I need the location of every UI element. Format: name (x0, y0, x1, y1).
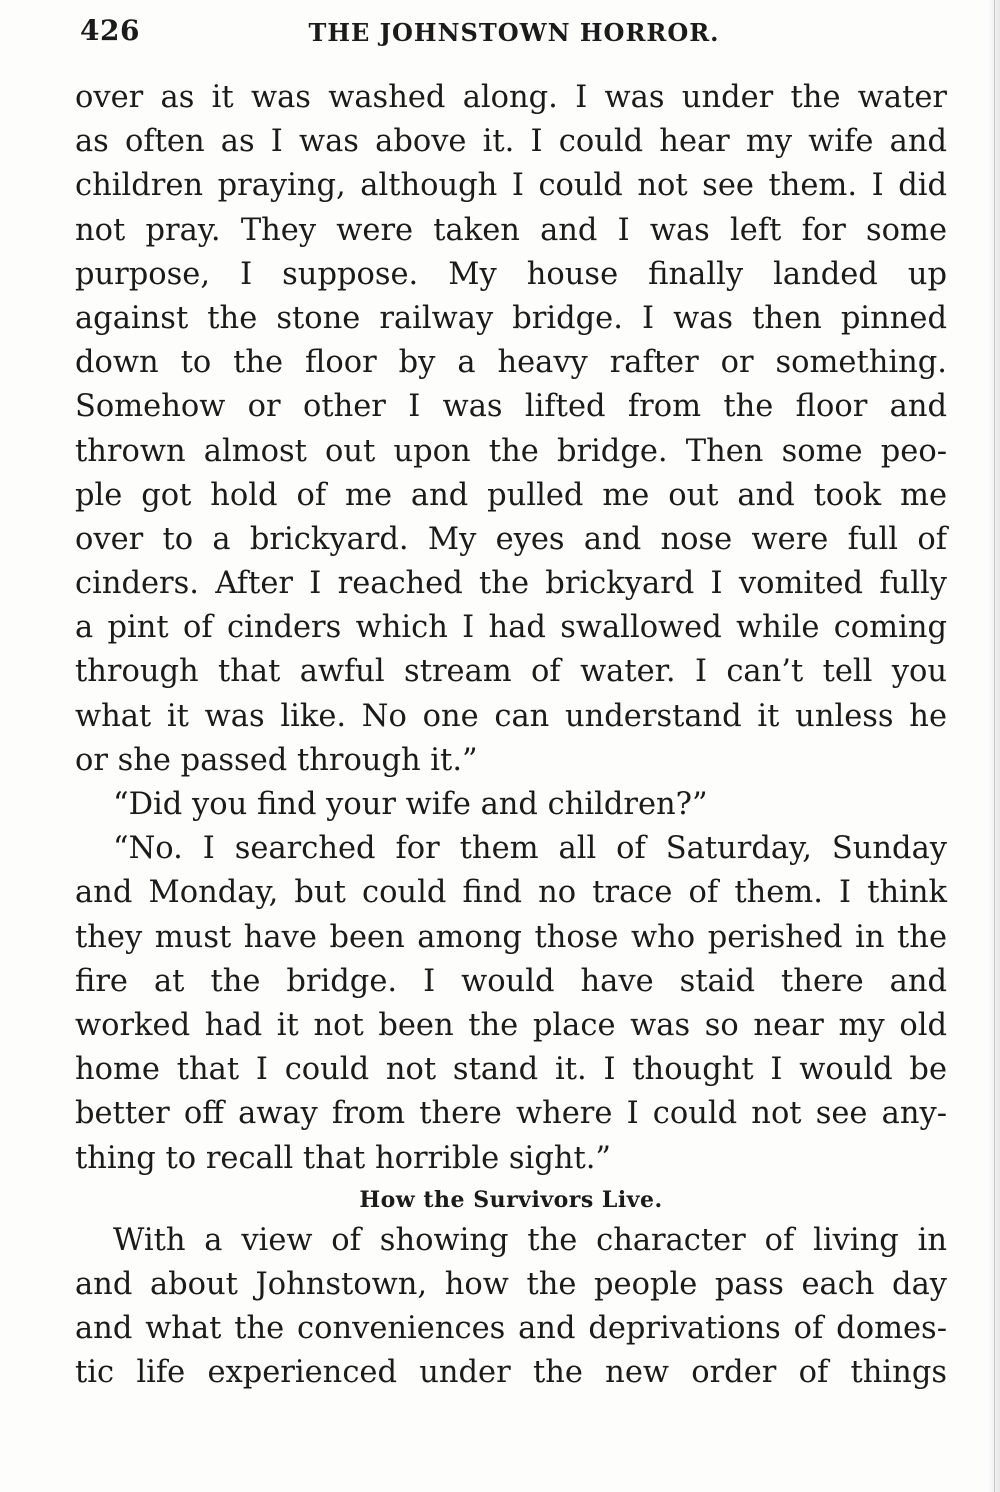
text-line: fire at the bridge. I would have staid there and (75, 963, 947, 999)
page-number: 426 (80, 14, 140, 47)
text-line: With a view of showing the character of living in (113, 1222, 947, 1258)
text-line: what it was like. No one can understand it unless he (75, 698, 947, 734)
text-line: worked had it not been the place was so near my old (75, 1007, 947, 1043)
text-line: not pray. They were taken and I was left for some (75, 212, 947, 248)
text-line: as often as I was above it. I could hear my wife and (75, 124, 947, 160)
text-line: ple got hold of me and pulled me out and took me (75, 477, 947, 513)
text-line: “No. I searched for them all of Saturday, Sunday (113, 831, 947, 867)
text-line: or she passed through it.” (75, 742, 478, 778)
running-title: THE JOHNSTOWN HORROR. (308, 18, 720, 47)
page-body (75, 76, 947, 1395)
text-line: through that awful stream of water. I can’t tell you (75, 654, 947, 690)
section-heading: How the Survivors Live. (359, 1186, 663, 1213)
text-line: thrown almost out upon the bridge. Then some peo- (75, 433, 947, 469)
text-line: home that I could not stand it. I thought I would be (75, 1052, 947, 1088)
text-line: children praying, although I could not see them. I did (75, 168, 947, 204)
text-line: a pint of cinders which I had swallowed while coming (75, 610, 947, 646)
text-line: and what the conveniences and deprivations of domes- (75, 1311, 947, 1347)
text-line: purpose, I suppose. My house finally landed up (75, 256, 947, 292)
page-header (80, 14, 948, 54)
text-line: cinders. After I reached the brickyard I vomited fully (75, 566, 947, 602)
text-line: down to the floor by a heavy rafter or something. (75, 345, 947, 381)
text-line: and Monday, but could find no trace of them. I think (75, 875, 947, 911)
text-line: over as it was washed along. I was under the water (75, 80, 947, 115)
text-line: better off away from there where I could not see any- (75, 1096, 947, 1132)
text-line: and about Johnstown, how the people pass each day (75, 1266, 947, 1302)
text-line: thing to recall that horrible sight.” (75, 1140, 612, 1176)
text-line: they must have been among those who perished in the (75, 919, 947, 955)
text-line: “Did you find your wife and children?” (113, 787, 708, 822)
text-line: over to a brickyard. My eyes and nose were full of (75, 521, 947, 557)
text-line: tic life experienced under the new order of things (75, 1355, 947, 1391)
text-line: against the stone railway bridge. I was then pinned (75, 300, 947, 336)
scan-edge-shadow (986, 0, 1000, 1492)
text-line: Somehow or other I was lifted from the floor and (75, 389, 947, 425)
